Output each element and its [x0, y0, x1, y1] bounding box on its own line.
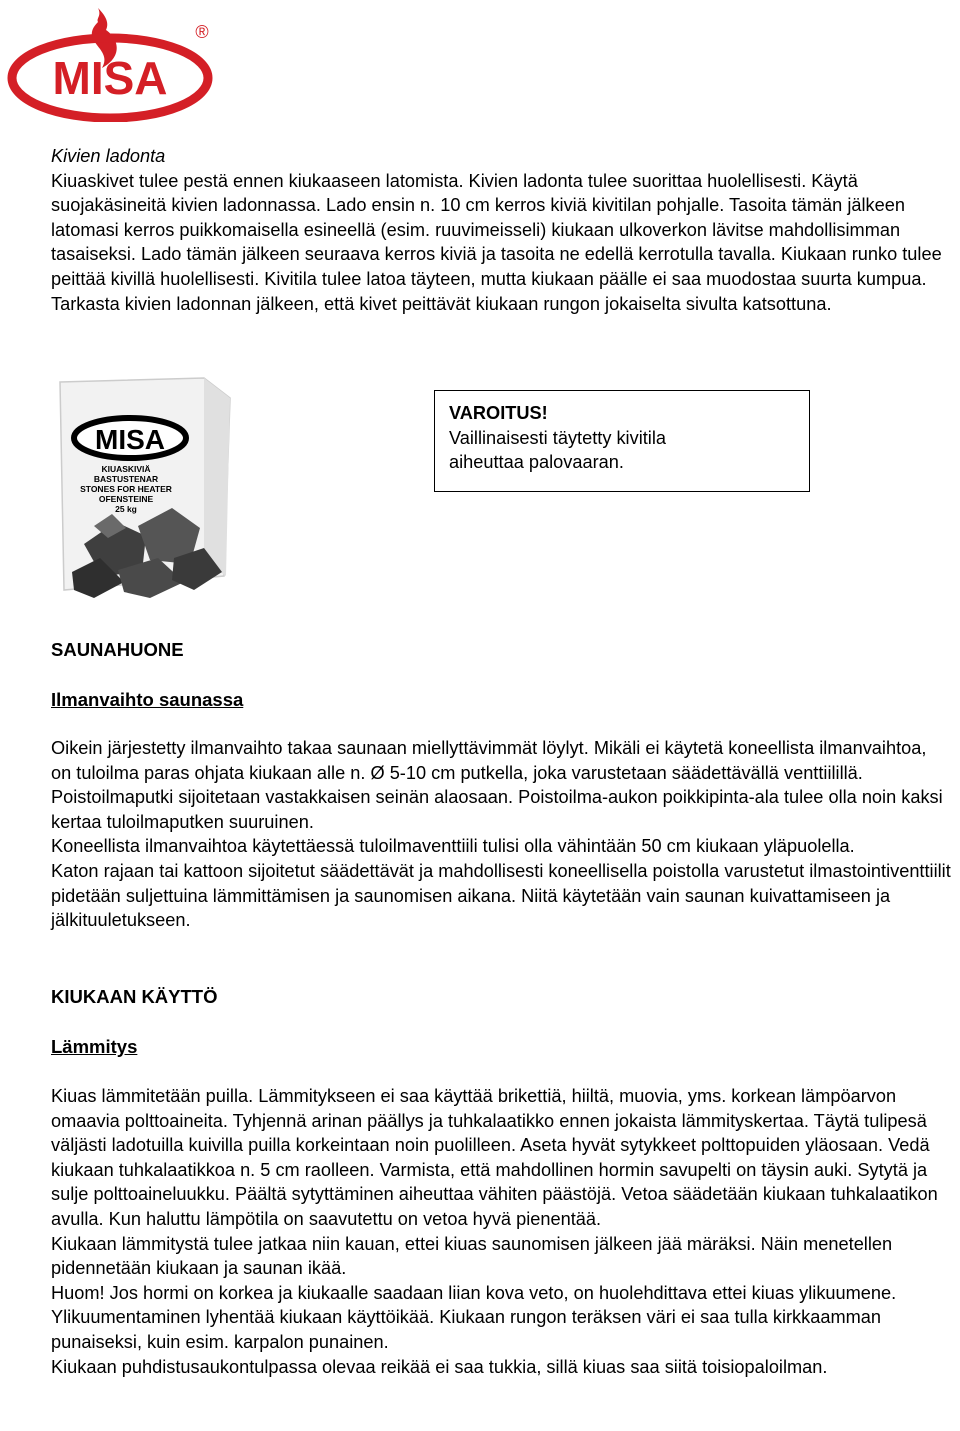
- box-line: 25 kg: [115, 504, 137, 514]
- misa-logo: [6, 4, 214, 122]
- sauna-room-paragraph: Oikein järjestetty ilmanvaihto takaa saunaan miellyttävimmät löylyt. Mikäli ei käytetä koneellista ilmanvaihtoa, on tuloilma paras ohjata kiukaan alle n. Ø 5-10 cm putkella, joka varustetaan säädettävällä venttiilillä. Poistoilmaputki sijoitetaan vastakkaisen seinän alaosaan. Poistoilma-aukon poikkipinta-ala tulee olla noin kaksi kertaa tuloilmaputken suuruinen.: [51, 738, 943, 832]
- stones-section: [51, 144, 951, 316]
- ventilation-subheading: Ilmanvaihto saunassa: [51, 689, 244, 710]
- stones-paragraph: Kiuaskivet tulee pestä ennen kiukaaseen latomista. Kivien ladonta tulee suorittaa huolellisesti. Käytä suojakäsineitä kivien ladonnassa. Lado ensin n. 10 cm kerros kiviä kivitilan pohjalle. Tasoita tämän jälkeen latomasi kerros puikkomaisella esineellä (esim. ruuvimeisseli) kiukaan ulkoverkon lävitse mahdollisimman tasaiseksi. Lado tämän jälkeen seuraava kerros kiviä ja tasoita ne edellä kerrotulla tavalla. Kiukaan runko tulee peittää kivillä huolellisesti. Kivitila tulee latoa täyteen, mutta kiukaan päälle ei saa muodostaa suurta kumpua. Tarkasta kivien ladonnan jälkeen, että kivet peittävät kiukaan rungon jokaiselta sivulta katsottuna.: [51, 170, 942, 314]
- warning-text: Vaillinaisesti täytetty kivitila: [449, 427, 666, 448]
- heating-subheading: Lämmitys: [51, 1036, 138, 1057]
- sauna-room-heading: SAUNAHUONE: [51, 639, 184, 660]
- heater-use-paragraph: Kiukaan lämmitystä tulee jatkaa niin kauan, ettei kiuas saunomisen jälkeen jää märäksi. Näin menetellen pidennetään kiukaan ja saunan ikää.: [51, 1233, 893, 1279]
- box-line: STONES FOR HEATER: [80, 484, 172, 494]
- box-line: KIUASKIVIÄ: [101, 464, 151, 474]
- registered-mark: ®: [195, 22, 209, 42]
- heater-use-section: [51, 1084, 951, 1379]
- logo-text: MISA: [52, 52, 168, 104]
- section-title: Kivien ladonta: [51, 146, 166, 166]
- sauna-room-paragraph: Koneellista ilmanvaihtoa käytettäessä tuloilmaventtiili tulisi olla vähintään 50 cm kiukaan yläpuolella.: [51, 836, 855, 857]
- box-brand: MISA: [95, 424, 165, 455]
- stone-box-image: [54, 376, 234, 602]
- heater-use-heading: KIUKAAN KÄYTTÖ: [51, 986, 218, 1007]
- sauna-room-section: [51, 736, 951, 933]
- heater-use-paragraph: Kiukaan puhdistusaukontulpassa olevaa reikää ei saa tukkia, sillä kiuas saa siitä toisiopaloilman.: [51, 1356, 828, 1377]
- warning-box: [434, 390, 810, 492]
- heater-use-paragraph: Kiuas lämmitetään puilla. Lämmitykseen ei saa käyttää brikettiä, hiiltä, muovia, yms. korkean lämpöarvon omaavia polttoaineita. Tyhjennä arinan päällys ja tuhkalaatikko ennen jokaista lämmityskertaa. Täytä tulipesä väljästi ladotuilla kuivilla puilla korkeintaan noin puolilleen. Aseta hyvät sytykkeet polttopuiden yläosaan. Vedä kiukaan tuhkalaatikkoa n. 5 cm raolleen. Varmista, että mahdollinen hormin savupelti on täysin auki. Sytytä ja sulje polttoaineluukku. Päältä sytyttäminen aiheuttaa vähiten päästöjä. Vetoa säädetään kiukaan tuhkalaatikon avulla. Kun haluttu lämpötila on saavutettu on vetoa hyvä pienentää.: [51, 1086, 938, 1229]
- sauna-room-paragraph: Katon rajaan tai kattoon sijoitetut säädettävät ja mahdollisesti koneellisella poistolla varustetut ilmastointiventtiilit pidetään suljettuina lämmittämisen ja saunomisen aikana. Niitä käytetään vain saunan kuivattamiseen ja jälkituuletukseen.: [51, 860, 951, 931]
- warning-text: aiheuttaa palovaaran.: [449, 452, 624, 473]
- box-line: BASTUSTENAR: [93, 474, 159, 484]
- warning-title: VAROITUS!: [449, 403, 548, 423]
- heater-use-paragraph: Huom! Jos hormi on korkea ja kiukaalle saadaan liian kova veto, on huolehdittava ettei kiuas ylikuumene. Ylikuumentaminen lyhentää kiukaan käyttöikää. Kiukaan rungon teräksen väri ei saa tulla kirkkaamman punaiseksi, kuin esim. karpalon punainen.: [51, 1282, 897, 1352]
- box-line: OFENSTEINE: [98, 494, 154, 504]
